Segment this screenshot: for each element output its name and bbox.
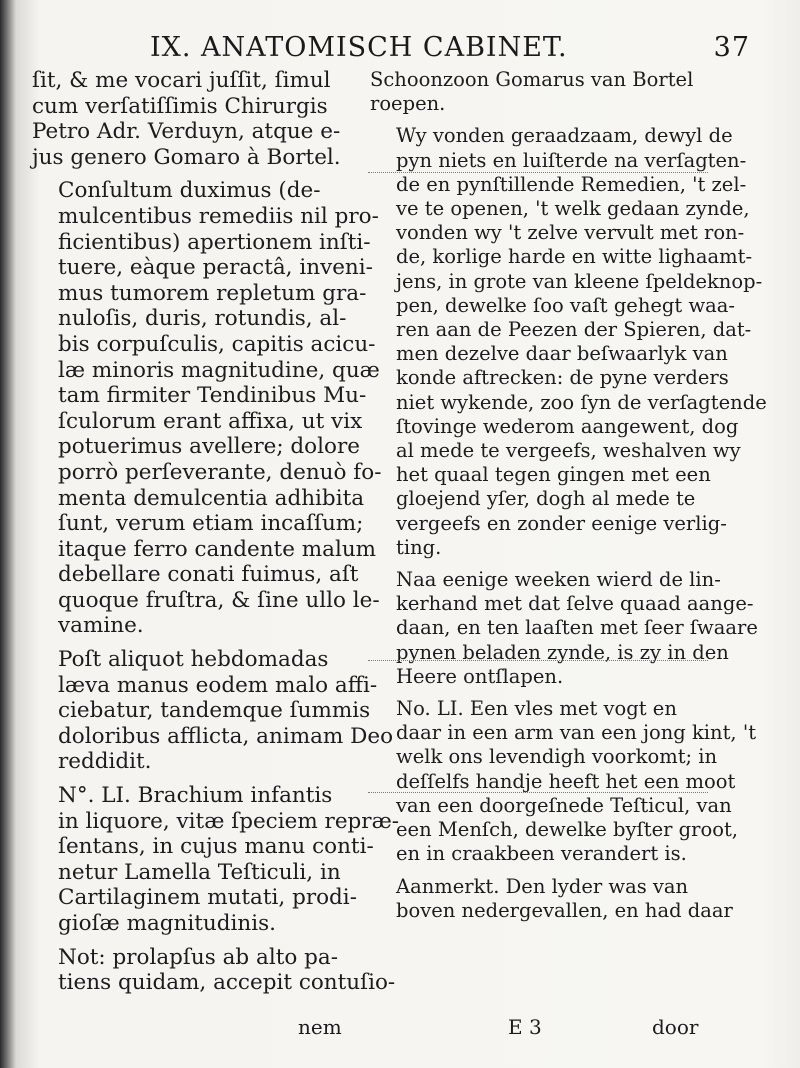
text-line: debellare conati fuimus, aſt (58, 562, 359, 588)
text-line: de, korlige harde en witte lighaamt- (396, 245, 753, 269)
text-line: daan, en ten laaſten met ſeer ſwaare (396, 616, 758, 640)
text-line: N°. LI. Brachium infantis (58, 783, 333, 809)
text-line: læ minoris magnitudine, quæ (58, 357, 380, 383)
text-line: het quaal tegen gingen met een (396, 463, 711, 487)
text-line: konde aftrecken: de pyne verders (396, 366, 729, 390)
text-line: ve te openen, 't welk gedaan zynde, (396, 197, 750, 221)
text-line: Naa eenige weeken wierd de lin- (396, 568, 721, 592)
text-line: en in craakbeen verandert is. (396, 842, 687, 866)
text-line: vergeefs en zonder eenige verlig- (396, 511, 727, 535)
text-line: ren aan de Peezen der Spieren, dat- (396, 318, 752, 342)
text-line: de en pynſtillende Remedien, 't zel- (396, 172, 747, 196)
text-line: mulcentibus remediis nil pro- (58, 203, 379, 229)
text-line: Conſultum duximus (de- (58, 178, 321, 204)
text-line: nuloſis, duris, rotundis, al- (58, 306, 347, 332)
running-head: IX. ANATOMISCH CABINET. (150, 32, 568, 63)
text-line: ficientibus) apertionem inſti- (58, 229, 371, 255)
text-line: boven nedergevallen, en had daar (396, 898, 733, 922)
paragraph-rule (368, 792, 708, 793)
catchword: door (652, 1015, 699, 1039)
text-line: pen, dewelke ſoo vaſt gehegt waa- (396, 293, 735, 317)
text-line: ſentans, in cujus manu conti- (58, 834, 374, 860)
text-line: pyn niets en luiſterde na verſagten- (396, 148, 747, 172)
text-line: een Menſch, dewelke byſter groot, (396, 818, 738, 842)
text-line: roepen. (370, 92, 446, 116)
text-line: porrò perſeverante, denuò fo- (58, 459, 382, 485)
text-line: Poſt aliquot hebdomadas (58, 647, 329, 673)
text-line: bis corpuſculis, capitis acicu- (58, 331, 376, 357)
text-line: al mede te vergeefs, weshalven wy (396, 439, 741, 463)
text-line: jus genero Gomaro à Bortel. (32, 144, 341, 170)
paragraph-latin-not (32, 944, 396, 996)
text-line: ting. (396, 535, 442, 559)
text-line: mus tumorem repletum gra- (58, 280, 367, 306)
paragraph-latin-post (32, 647, 394, 775)
text-line: menta demulcentia adhibita (58, 485, 365, 511)
paragraph-latin-intro (32, 68, 350, 170)
paragraph-dutch-wy-vonden (370, 124, 767, 560)
text-line: No. LI. Een vles met vogt en (396, 697, 677, 721)
text-line: vonden wy 't zelve vervult met ron- (396, 221, 745, 245)
text-line: ſit, & me vocari juſſit, ſimul (32, 68, 331, 93)
text-line: doloribus afflicta, animam Deo (58, 723, 394, 749)
text-line: gloejend yſer, dogh al mede te (396, 487, 696, 511)
paragraph-rule (368, 172, 708, 173)
text-line: reddidit. (58, 749, 152, 775)
text-line: cum verſatiſſimis Chirurgis (32, 93, 328, 119)
text-line: Cartilaginem mutati, prodi- (58, 885, 357, 911)
text-line: gioſæ magnitudinis. (58, 911, 276, 936)
page-header (150, 32, 750, 72)
text-line: Schoonzoon Gomarus van Bortel (370, 68, 694, 91)
paragraph-dutch-intro (370, 68, 700, 116)
text-line: læva manus eodem malo affi- (58, 672, 378, 698)
text-line: tiens quidam, accepit contuſio- (58, 970, 396, 996)
text-line: jens, in grote van kleene ſpeldeknop- (396, 269, 763, 293)
paragraph-dutch-no51 (370, 697, 757, 866)
text-line: Not: prolapſus ab alto pa- (58, 944, 338, 970)
paragraph-dutch-aanmerkt (370, 874, 733, 923)
text-line: pynen beladen zynde, is zy in den (396, 640, 729, 664)
text-line: quoque fruſtra, & ſine ullo le- (58, 587, 380, 613)
text-line: deſſelfs handje heeft het een moot (396, 769, 736, 793)
text-line: Wy vonden geraadzaam, dewyl de (396, 124, 733, 148)
paragraph-latin-no51 (32, 783, 400, 937)
text-line: Petro Adr. Verduyn, atque e- (32, 119, 341, 145)
text-line: tam firmiter Tendinibus Mu- (58, 383, 367, 409)
text-line: welk ons levendigh voorkomt; in (396, 745, 718, 769)
text-line: itaque ferro candente malum (58, 536, 377, 562)
text-line: Heere ontſlapen. (396, 664, 564, 688)
paragraph-rule (368, 660, 708, 661)
text-line: van een doorgeſnede Teſticul, van (396, 793, 732, 817)
text-line: potuerimus avellere; dolore (58, 434, 360, 460)
text-line: ſtovinge wederom aangewent, dog (396, 414, 739, 438)
page-number: 37 (713, 32, 750, 63)
text-line: men dezelve daar beſwaarlyk van (396, 342, 728, 366)
left-catchword: nem (298, 1015, 342, 1039)
latin-column (32, 68, 400, 1004)
text-line: daar in een arm van een jong kint, 't (396, 721, 757, 745)
text-line: niet wykende, zoo ſyn de verſagtende (396, 390, 767, 414)
dutch-column (370, 68, 767, 931)
paragraph-latin-consultum (32, 178, 382, 639)
text-line: ciebatur, tandemque ſummis (58, 698, 371, 724)
text-line: netur Lamella Teſticuli, in (58, 859, 341, 885)
signature-mark: E 3 (508, 1015, 542, 1039)
text-line: vamine. (58, 613, 144, 639)
text-line: kerhand met dat ſelve quaad aange- (396, 592, 754, 616)
text-line: in liquore, vitæ ſpeciem repræ- (58, 808, 400, 834)
text-line: ſculorum erant affixa, ut vix (58, 408, 363, 434)
text-line: Aanmerkt. Den lyder was van (396, 874, 689, 898)
paragraph-dutch-naa (370, 568, 758, 689)
text-line: ſunt, verum etiam incaſſum; (58, 511, 364, 537)
text-line: tuere, eàque peractâ, inveni- (58, 255, 373, 281)
